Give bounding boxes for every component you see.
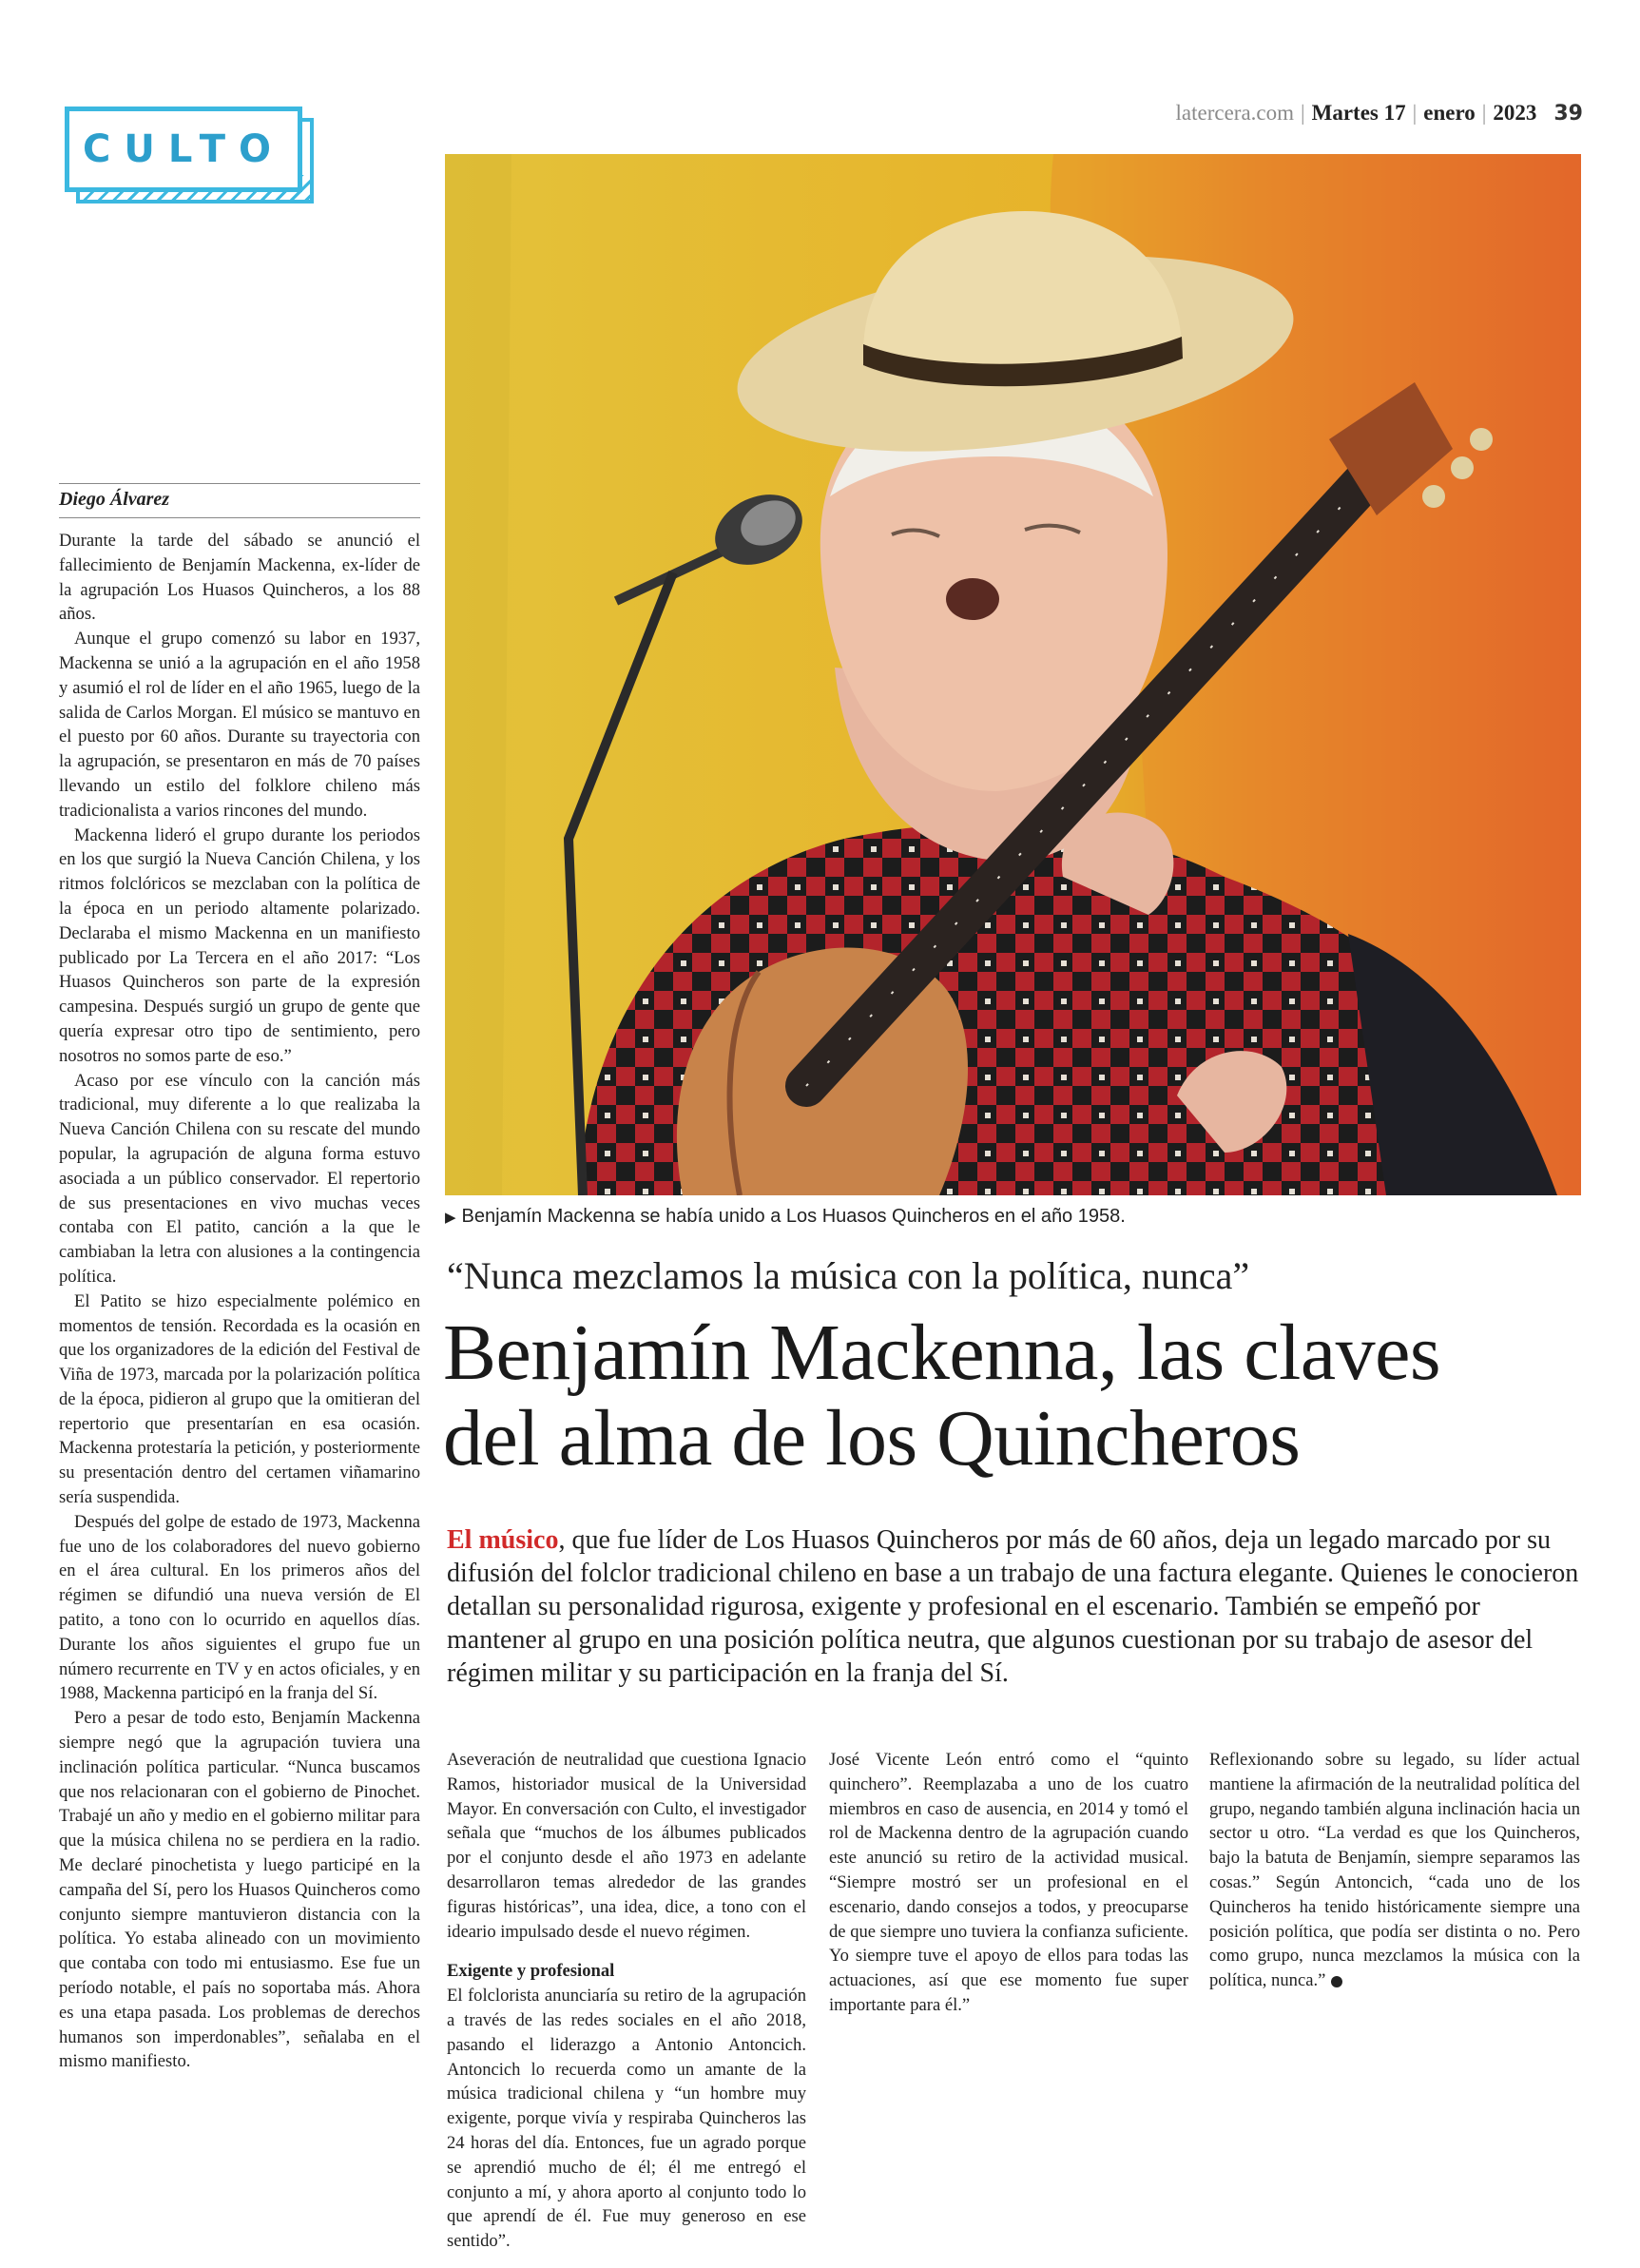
article-column-3 xyxy=(829,1748,1188,2018)
page-number: 39 xyxy=(1553,102,1583,126)
photo-illustration xyxy=(445,154,1581,1195)
paragraph: Pero a pesar de todo esto, Benjamín Mackenna siempre negó que la agrupación tuviera una inclinación política particular. “Nunca buscamos que nos relacionaran con el gobierno de Pinochet. Trabajé un año y medio en el gobierno militar para que la música chilena no se perdiera en la radio. Me declaré pinochetista y luego participé en la campaña del Sí, pero los Huasos Quincheros como conjunto siempre mantuvieron distancia con la política. Yo estaba alineado con un movimiento que contaba con todo mi entusiasmo. Ese fue un período notable, el país no soportaba más. Ahora es una etapa pasada. Los problemas de derechos humanos son imperdonables”, señalaba en el mismo manifiesto. xyxy=(59,1708,420,2072)
dateline-day: Martes 17 xyxy=(1311,101,1406,125)
paragraph xyxy=(1209,1748,1580,1993)
paragraph-text: Reflexionando sobre su legado, su líder actual mantiene la afirmación de la neutralidad política del grupo, negando también alguna inclinación hacia un sector u otro. “La verdad es que los Quincheros, bajo la batuta de Benjamín, siempre separamos las cosas.” Según Antoncich, “cada uno de los Quincheros ha tenido históricamente siempre una posición política, que podía ser distinta o no. Pero como grupo, nunca mezclamos la música con la política, nunca.” xyxy=(1209,1750,1580,1991)
subheading: Exigente y profesional xyxy=(447,1961,615,1982)
pull-quote: “Nunca mezclamos la música con la política, nunca” xyxy=(447,1254,1250,1297)
author-byline: Diego Álvarez xyxy=(59,489,170,510)
paragraph: El Patito se hizo especialmente polémico en momentos de tensión. Recordada es la ocasión en que los organizadores de la edición del Festival de Viña de 1973, marcada por la polarización política de la época, pidieron al grupo que la omitieran del repertorio que presentarían en esa ocasión. Mackenna protestaría la petición, y posteriormente su presentación dentro del certamen viñamarino sería suspendida. xyxy=(59,1290,420,1508)
paragraph: Aseveración de neutralidad que cuestiona Ignacio Ramos, historiador musical de la Universidad Mayor. En conversación con Culto, el investigador señala que “muchos de los álbumes publicados por el conjunto desde el año 1973 en adelante desarrollaron temas alrededor de las grandes figuras históricas”, una idea, dice, a tono con el ideario impulsado desde el nuevo régimen. xyxy=(447,1750,806,1942)
caption-text: Benjamín Mackenna se había unido a Los Huasos Quincheros en el año 1958. xyxy=(461,1206,1126,1227)
headline xyxy=(443,1310,1593,1482)
section-logo xyxy=(65,107,314,202)
dateline-month: enero xyxy=(1423,101,1476,125)
byline-rule-top xyxy=(59,483,420,484)
paragraph: José Vicente León entró como el “quinto quinchero”. Reemplazaba a uno de los cuatro miembros en caso de ausencia, en 2014 y tomó el rol de Mackenna dentro de la agrupación cuando este anunció su retiro de la actividad musical. “Siempre mostró ser un profesional en el escenario, dando consejos a todos, y preocuparse de que siempre uno tuviera la confianza suficiente. Yo siempre tuve el apoyo de ellos para todas las actuaciones, así que ese momento fue super importante para él.” xyxy=(829,1750,1188,2015)
dateline: latercera.com | Martes 17 | enero | 2023 39 xyxy=(1175,101,1583,126)
article-column-2 xyxy=(447,1748,806,2254)
deck-text: , que fue líder de Los Huasos Quincheros por más de 60 años, deja un legado marcado por su difusión del folclor tradicional chileno en base a un trabajo de una factura elegante. Quienes le conocieron detallan su personalidad rigurosa, exigente y profesional en el escenario. También se empeñó por mantener al grupo en una posición política neutra, que algunos cuestionan por su trabajo de asesor del régimen militar y su participación en la franja del Sí. xyxy=(447,1525,1579,1688)
paragraph: Después del golpe de estado de 1973, Mackenna fue uno de los colaboradores del nuevo gobierno en el área cultural. En los primeros años del régimen se difundió una nueva versión de El patito, a tono con lo ocurrido en aquellos días. Durante los años siguientes el grupo fue un número recurrente en TV y en actos oficiales, y en 1988, Mackenna participó en la franja del Sí. xyxy=(59,1511,420,1704)
article-column-1 xyxy=(59,529,420,2074)
paragraph: Durante la tarde del sábado se anunció el fallecimiento de Benjamín Mackenna, ex-líder de la agrupación Los Huasos Quincheros, a los 88 años. xyxy=(59,531,420,625)
headline-line-2: del alma de los Quincheros xyxy=(443,1394,1301,1483)
deck-lead: El músico xyxy=(447,1525,559,1555)
paragraph: Acaso por ese vínculo con la canción más tradicional, muy diferente a lo que realizaba la Nueva Canción Chilena con su rescate del mundo popular, la agrupación de alguna forma estuvo asociada a un público conservador. El repertorio de sus presentaciones en vivo muchas veces contaba con El patito, canción a la que le cambiaban la letra con alusiones a la contingencia política. xyxy=(59,1070,420,1287)
paragraph: Aunque el grupo comenzó su labor en 1937, Mackenna se unió a la agrupación en el año 1958 y asumió el rol de líder en el año 1965, luego de la salida de Carlos Morgan. El músico se mantuvo en el puesto por 60 años. Durante su trayectoria con la agrupación, se presentaron en más de 70 países llevando un estilo del folklore chileno más tradicionalista a varios rincones del mundo. xyxy=(59,629,420,821)
main-photo xyxy=(445,154,1581,1195)
end-mark-icon xyxy=(1331,1976,1342,1987)
dateline-year: 2023 xyxy=(1493,101,1537,125)
paragraph: Mackenna lideró el grupo durante los periodos en los que surgió la Nueva Canción Chilena, y los ritmos folclóricos se mezclaban con la política de la época en un periodo altamente polarizado. Declaraba el mismo Mackenna en un manifiesto publicado por La Tercera en el año 2017: “Los Huasos Quincheros son parte de la expresión campesina. Después surgió un grupo de gente que quería expresar otro tipo de sentimiento, pero nosotros no somos parte de eso.” xyxy=(59,824,420,1066)
paragraph: El folclorista anunciaría su retiro de la agrupación a través de las redes sociales en el año 2018, pasando el liderazgo a Antonio Antoncich. Antoncich lo recuerda como un amante de la música tradicional chilena y “un hombre muy exigente, porque vivía y respiraba Quincheros las 24 horas del día. Entonces, fue un agrado porque se aprendió mucho de él; él me entregó el conjunto a mí, y ahora aporto al conjunto todo lo que aprendí de él. Fue muy generoso en ese sentido”. xyxy=(447,1986,806,2252)
photo-caption xyxy=(445,1206,1581,1228)
caption-arrow-icon: ▶ xyxy=(445,1210,456,1226)
deck xyxy=(447,1523,1583,1690)
headline-line-1: Benjamín Mackenna, las claves xyxy=(443,1308,1441,1397)
section-logo-text: CULTO xyxy=(83,127,284,171)
article-column-4 xyxy=(1209,1748,1580,1993)
site-name: latercera.com xyxy=(1175,101,1295,125)
byline-rule-bottom xyxy=(59,517,420,518)
